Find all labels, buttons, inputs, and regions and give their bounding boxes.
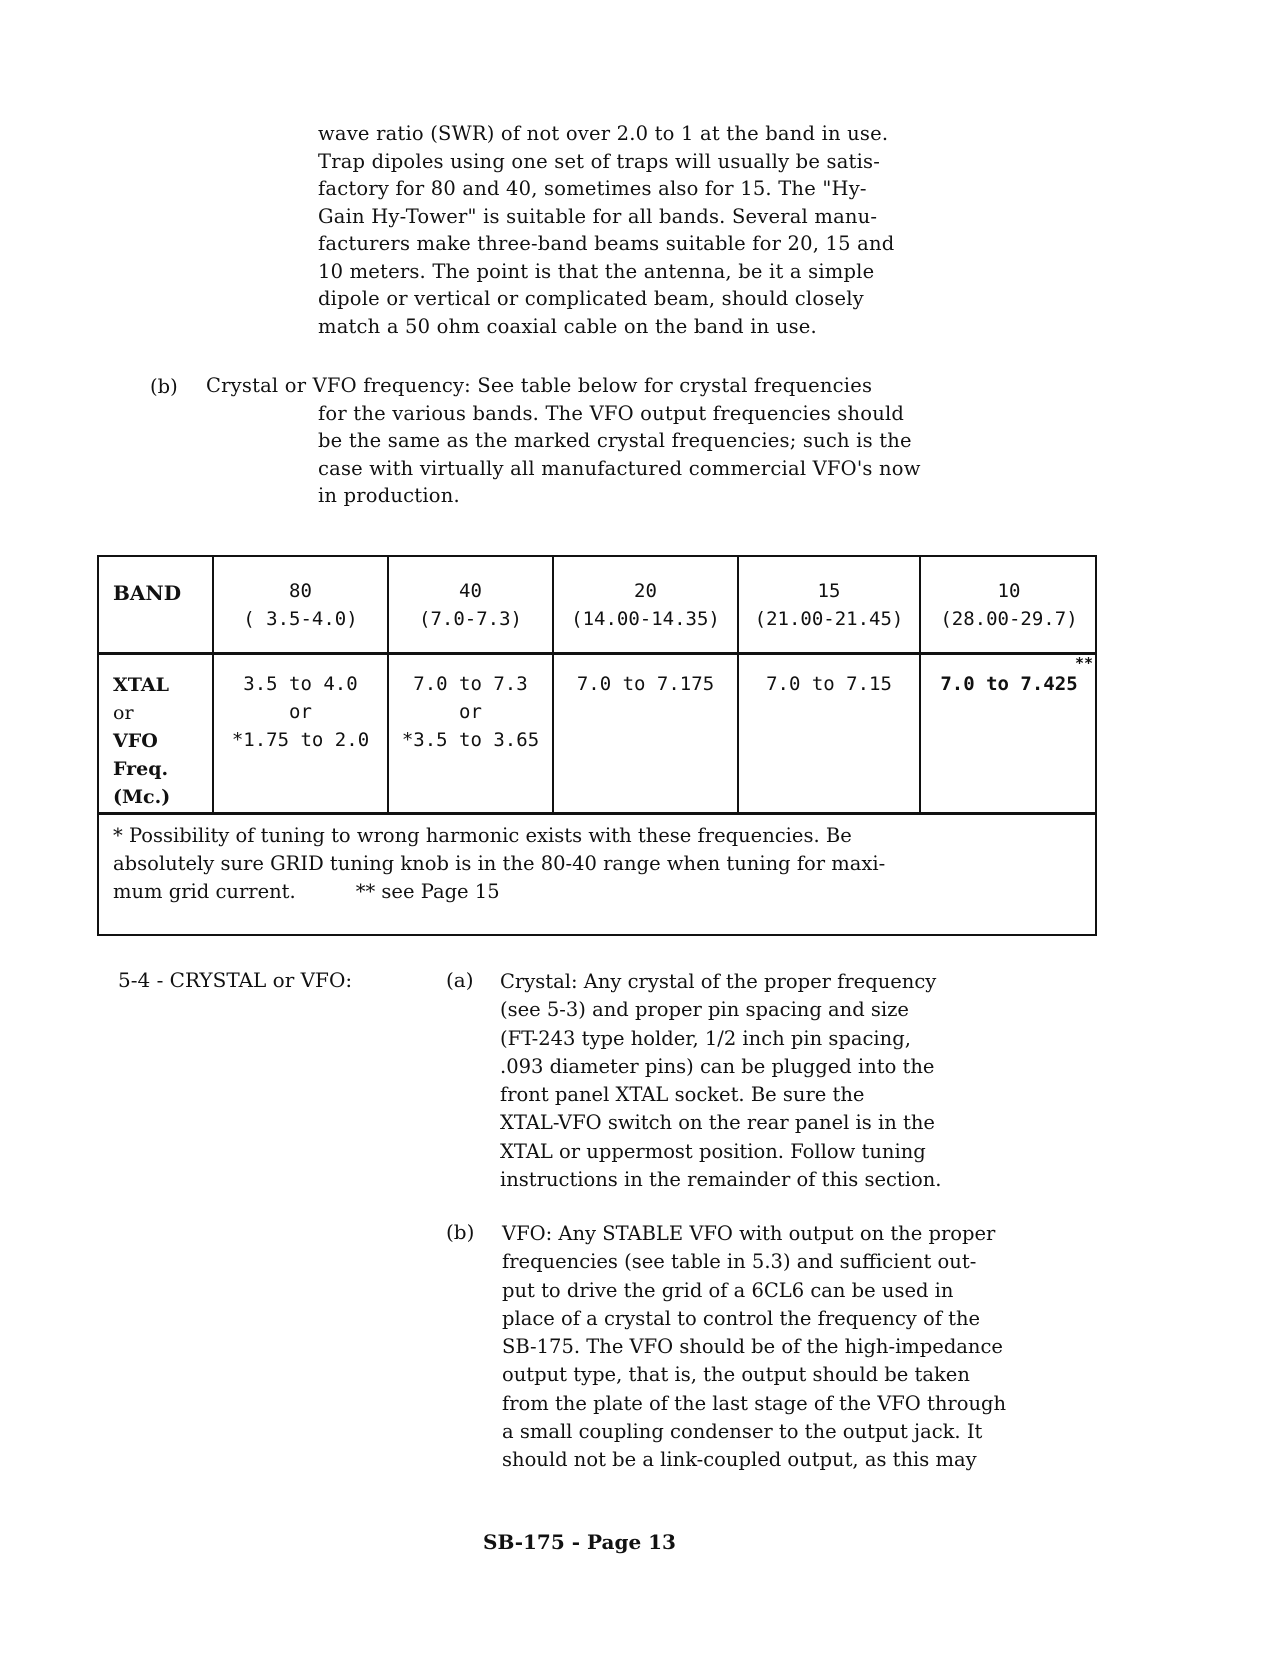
table-cell: [389, 655, 554, 812]
row-label-line: VFO: [113, 730, 158, 752]
page-footer: SB-175 - Page 13: [483, 1530, 676, 1554]
freq-value: 7.0 to 7.3: [413, 673, 528, 695]
text-line: put to drive the grid of a 6CL6 can be used in: [502, 1278, 954, 1302]
text-line: output type, that is, the output should be taken: [502, 1363, 970, 1387]
freq-value: *3.5 to 3.65: [401, 729, 540, 751]
text-line: frequencies (see table in 5.3) and sufficient out-: [502, 1250, 977, 1274]
band-range: ( 3.5-4.0): [243, 608, 358, 630]
text-line: be the same as the marked crystal frequencies; such is the: [318, 429, 912, 452]
see-page-note: ** see Page 15: [355, 880, 500, 903]
table-cell: [921, 655, 1097, 812]
band-range: (28.00-29.7): [940, 608, 1078, 630]
freq-value: 3.5 to 4.0: [243, 673, 358, 695]
item-b-label-vfo: (b): [446, 1220, 475, 1244]
freq-value: or: [289, 701, 312, 723]
row-label-line: Freq.: [113, 758, 169, 780]
table-header-cell: [739, 557, 921, 652]
text-line: factory for 80 and 40, sometimes also for 15. The "Hy-: [318, 177, 867, 200]
text-line: Gain Hy-Tower" is suitable for all bands. Several manu-: [318, 204, 878, 228]
text-line: Crystal or VFO frequency: See table below for crystal frequencies: [206, 374, 873, 397]
vfo-paragraph: [502, 1220, 1006, 1475]
item-b-label: (b): [150, 375, 178, 398]
table-header-cell: [921, 557, 1097, 652]
text-line: (FT-243 type holder, 1/2 inch pin spacing,: [500, 1026, 911, 1050]
row-label: [113, 671, 170, 811]
table-header-cell: [214, 557, 389, 652]
item-a-label: (a): [446, 968, 474, 992]
band-number: 15: [817, 580, 841, 602]
crystal-paragraph: [500, 968, 942, 1194]
text-line: dipole or vertical or complicated beam, should closely: [318, 287, 864, 310]
band-number: 20: [634, 580, 657, 602]
frequency-table: [97, 555, 1097, 936]
text-line: 10 meters. The point is that the antenna, be it a simple: [318, 259, 875, 283]
table-cell: [214, 655, 389, 812]
table-cell: [554, 655, 739, 812]
text-line: instructions in the remainder of this section.: [500, 1168, 942, 1192]
table-cell: [739, 655, 921, 812]
table-header-cell: [554, 557, 739, 652]
footnote-line: absolutely sure GRID tuning knob is in the 80-40 range when tuning for maxi-: [113, 852, 886, 875]
table-cell: [99, 655, 214, 812]
text-line: facturers make three-band beams suitable for 20, 15 and: [318, 232, 895, 255]
text-line: match a 50 ohm coaxial cable on the band in use.: [318, 314, 817, 338]
text-line: for the various bands. The VFO output frequencies should: [318, 401, 905, 425]
band-range: (14.00-14.35): [571, 608, 720, 630]
band-number: 80: [289, 580, 312, 602]
row-label-line: (Mc.): [113, 786, 171, 808]
table-header-row: [99, 557, 1095, 655]
text-line: a small coupling condenser to the output jack. It: [502, 1420, 983, 1444]
footnote-line: * Possibility of tuning to wrong harmonic exists with these frequencies. Be: [113, 824, 852, 847]
band-header-label: BAND: [113, 581, 182, 605]
text-line: front panel XTAL socket. Be sure the: [500, 1083, 865, 1107]
freq-value: *1.75 to 2.0: [231, 729, 370, 751]
band-number: 10: [997, 580, 1021, 602]
text-line: should not be a link-coupled output, as this may: [502, 1448, 977, 1472]
intro-paragraph: [318, 120, 894, 340]
text-line: (see 5-3) and proper pin spacing and size: [500, 998, 909, 1022]
band-number: 40: [459, 580, 482, 602]
table-header-cell: [389, 557, 554, 652]
row-label-line: XTAL: [113, 674, 169, 696]
text-line: in production.: [318, 484, 460, 507]
freq-value: 7.0 to 7.15: [766, 673, 892, 695]
text-line: from the plate of the last stage of the VFO through: [502, 1391, 1007, 1415]
footnote-line: [113, 878, 885, 906]
double-star-marker: **: [1074, 654, 1093, 672]
text-line: XTAL-VFO switch on the rear panel is in the: [500, 1111, 935, 1135]
section-heading: 5-4 - CRYSTAL or VFO:: [118, 968, 353, 992]
table-footnote: [113, 822, 885, 906]
text-line: case with virtually all manufactured commercial VFO's now: [318, 456, 921, 480]
text-line: SB-175. The VFO should be of the high-impedance: [502, 1335, 1003, 1359]
band-range: (21.00-21.45): [754, 608, 904, 630]
text-line: wave ratio (SWR) of not over 2.0 to 1 at the band in use.: [318, 122, 889, 145]
freq-value: 7.0 to 7.175: [576, 673, 715, 695]
item-b-paragraph: [206, 372, 921, 510]
text-line: place of a crystal to control the frequency of the: [502, 1306, 981, 1330]
band-range: (7.0-7.3): [419, 608, 522, 630]
footnote-text: mum grid current.: [113, 880, 296, 903]
text-line: VFO: Any STABLE VFO with output on the proper: [502, 1222, 996, 1245]
table-header-cell: [99, 557, 214, 652]
text-line: Crystal: Any crystal of the proper frequency: [500, 970, 937, 993]
text-line: .093 diameter pins) can be plugged into the: [500, 1054, 935, 1078]
text-line: XTAL or uppermost position. Follow tuning: [500, 1139, 926, 1163]
table-row: [99, 655, 1095, 815]
freq-value: or: [459, 701, 482, 723]
row-label-line: or: [113, 702, 134, 724]
text-line: Trap dipoles using one set of traps will usually be satis-: [318, 149, 881, 173]
freq-value: 7.0 to 7.425: [940, 673, 1078, 695]
